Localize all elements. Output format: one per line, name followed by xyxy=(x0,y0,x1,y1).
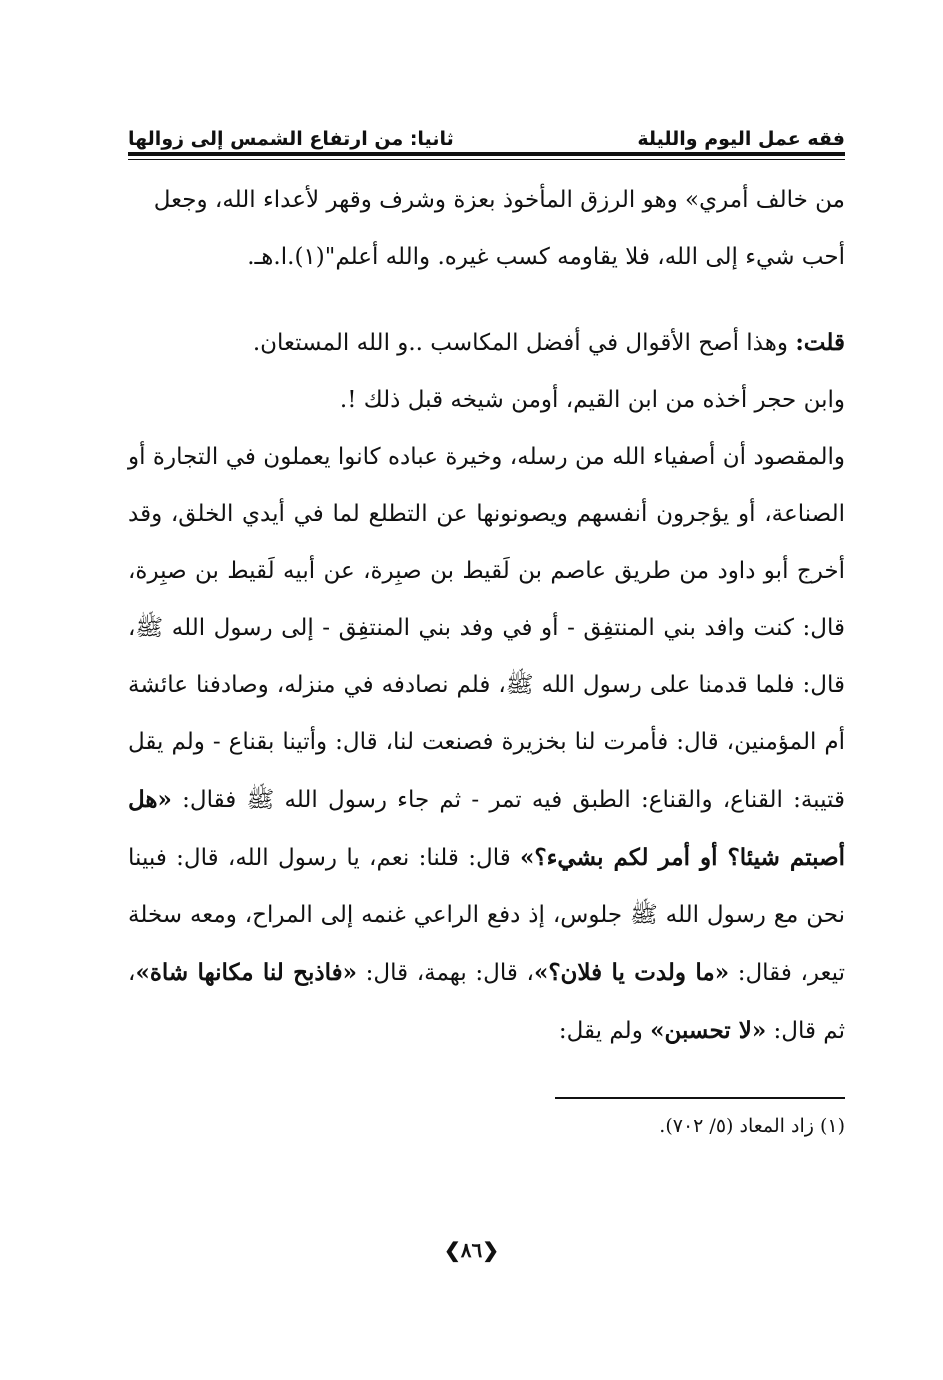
chapter-title: ثانيا: من ارتفاع الشمس إلى زوالها xyxy=(128,128,454,150)
page-number: ❮٨٦❯ xyxy=(443,1238,499,1262)
footnote: (١) زاد المعاد (٥/ ٧٠٢). xyxy=(659,1115,845,1137)
running-header xyxy=(128,118,845,150)
paragraph xyxy=(128,429,845,1060)
paragraph-text: ، قال: بهمة، قال: xyxy=(357,960,534,986)
paragraph-text: وهذا أصح الأقوال في أفضل المكاسب ..و الله المستعان. xyxy=(252,330,796,356)
header-rule xyxy=(128,152,845,156)
text-line: أحب شيء إلى الله، فلا يقاومه كسب غيره. والله أعلم"(١).ا.هـ. xyxy=(247,244,845,270)
qult-label: قلت: xyxy=(795,329,845,356)
footnote-rule xyxy=(555,1097,845,1099)
body-text xyxy=(128,172,845,1060)
paragraph-text: ، ثم قال: xyxy=(128,960,845,1044)
hadith-quote: «ما ولدت يا فلان؟» xyxy=(533,959,730,986)
paragraph-gap xyxy=(128,286,845,314)
paragraph xyxy=(128,314,845,372)
header-rule-thin xyxy=(128,159,845,160)
hadith-quote: «هل أصبتم شيئا؟ أو أمر لكم بشيء؟» xyxy=(128,786,845,871)
paragraph-text: ولم يقل: xyxy=(558,1018,651,1044)
hadith-quote: «لا تحسبن» xyxy=(650,1017,767,1044)
paragraph: وابن حجر أخذه من ابن القيم، أومن شيخه قبل ذلك !. xyxy=(339,387,845,413)
paragraph-text: والمقصود أن أصفياء الله من رسله، وخيرة عباده كانوا يعملون في التجارة أو الصناعة، أو يؤجرون أنفسهم ويصونونها عن التطلع لما في أيدي الخلق، وقد أخرج أبو داود من طريق عاصم بن لَقيط بن صبِرة، عن أبيه لَقيط بن صبِرة، قال: كنت وافد بني المنتفِق - أو في وفد بني المنتفِق - إلى رسول الله ﷺ، قال: فلما قدمنا على رسول الله ﷺ، فلم نصادفه في منزله، وصادفنا عائشة أم المؤمنين، قال: فأمرت لنا بخزيرة فصنعت لنا، قال: وأتينا بقناع - ولم يقل قتيبة: القناع، والقناع: الطبق فيه تمر - ثم جاء رسول الله ﷺ فقال: xyxy=(128,444,845,813)
book-title: فقه عمل اليوم والليلة xyxy=(637,128,845,150)
hadith-quote: «فاذبح لنا مكانها شاة» xyxy=(135,959,357,986)
text-line: من خالف أمري» وهو الرزق المأخوذ بعزة وشرف وقهر لأعداء الله، وجعل xyxy=(153,187,845,213)
paragraph-text: قال: قلنا: نعم، يا رسول الله، قال: فبينا نحن مع رسول الله ﷺ جلوس، إذ دفع الراعي غنمه إلى المراح، ومعه سخلة تيعر، فقال: xyxy=(128,845,845,986)
